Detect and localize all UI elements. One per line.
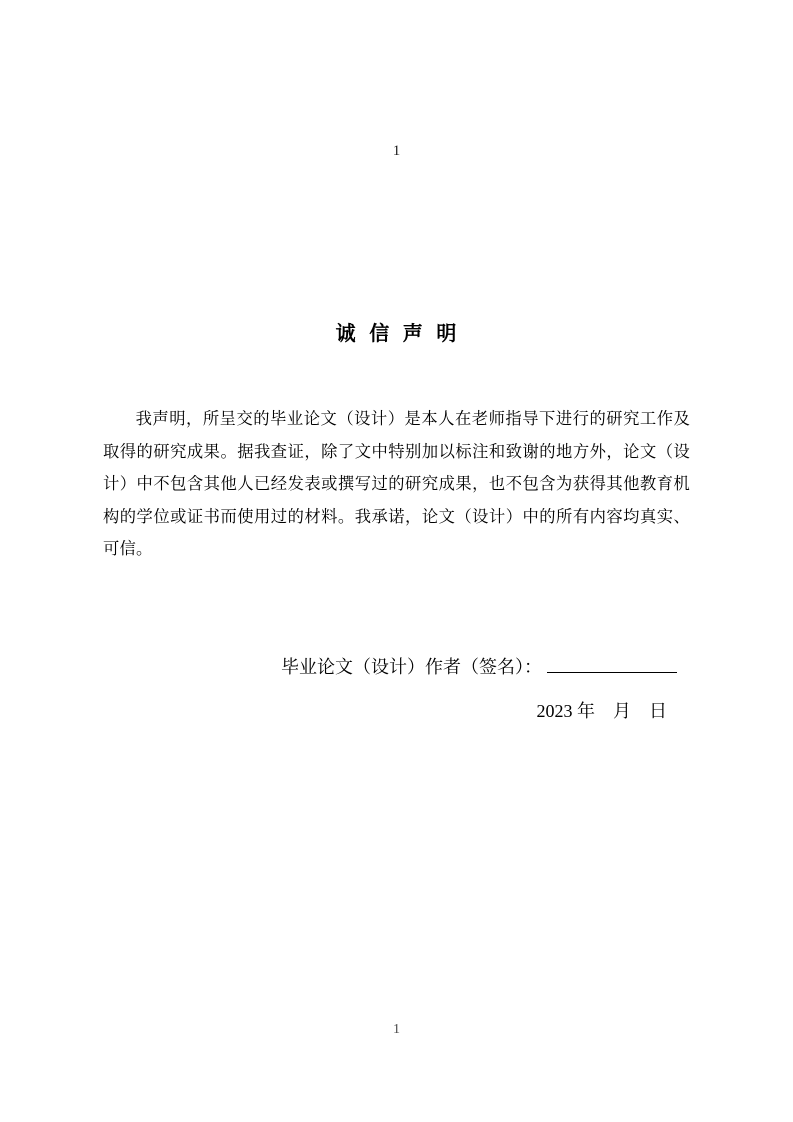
signature-blank-underline — [547, 651, 677, 673]
statement-body-paragraph: 我声明，所呈交的毕业论文（设计）是本人在老师指导下进行的研究工作及取得的研究成果。据我查证，除了文中特别加以标注和致谢的地方外，论文（设计）中不包含其他人已经发表或撰写过的研究成果，也不包含为获得其他教育机构的学位或证书而使用过的材料。我承诺，论文（设计）中的所有内容均真实、可信。 — [103, 409, 690, 558]
date-line: 2023 年 月 日 — [536, 701, 667, 721]
signature-label: 毕业论文（设计）作者（签名）： — [281, 657, 542, 677]
header-page-number: 1 — [392, 143, 401, 159]
signature-line — [0, 651, 677, 682]
footer-page-number: 1 — [393, 1022, 400, 1037]
statement-title: 诚 信 声 明 — [335, 323, 458, 345]
